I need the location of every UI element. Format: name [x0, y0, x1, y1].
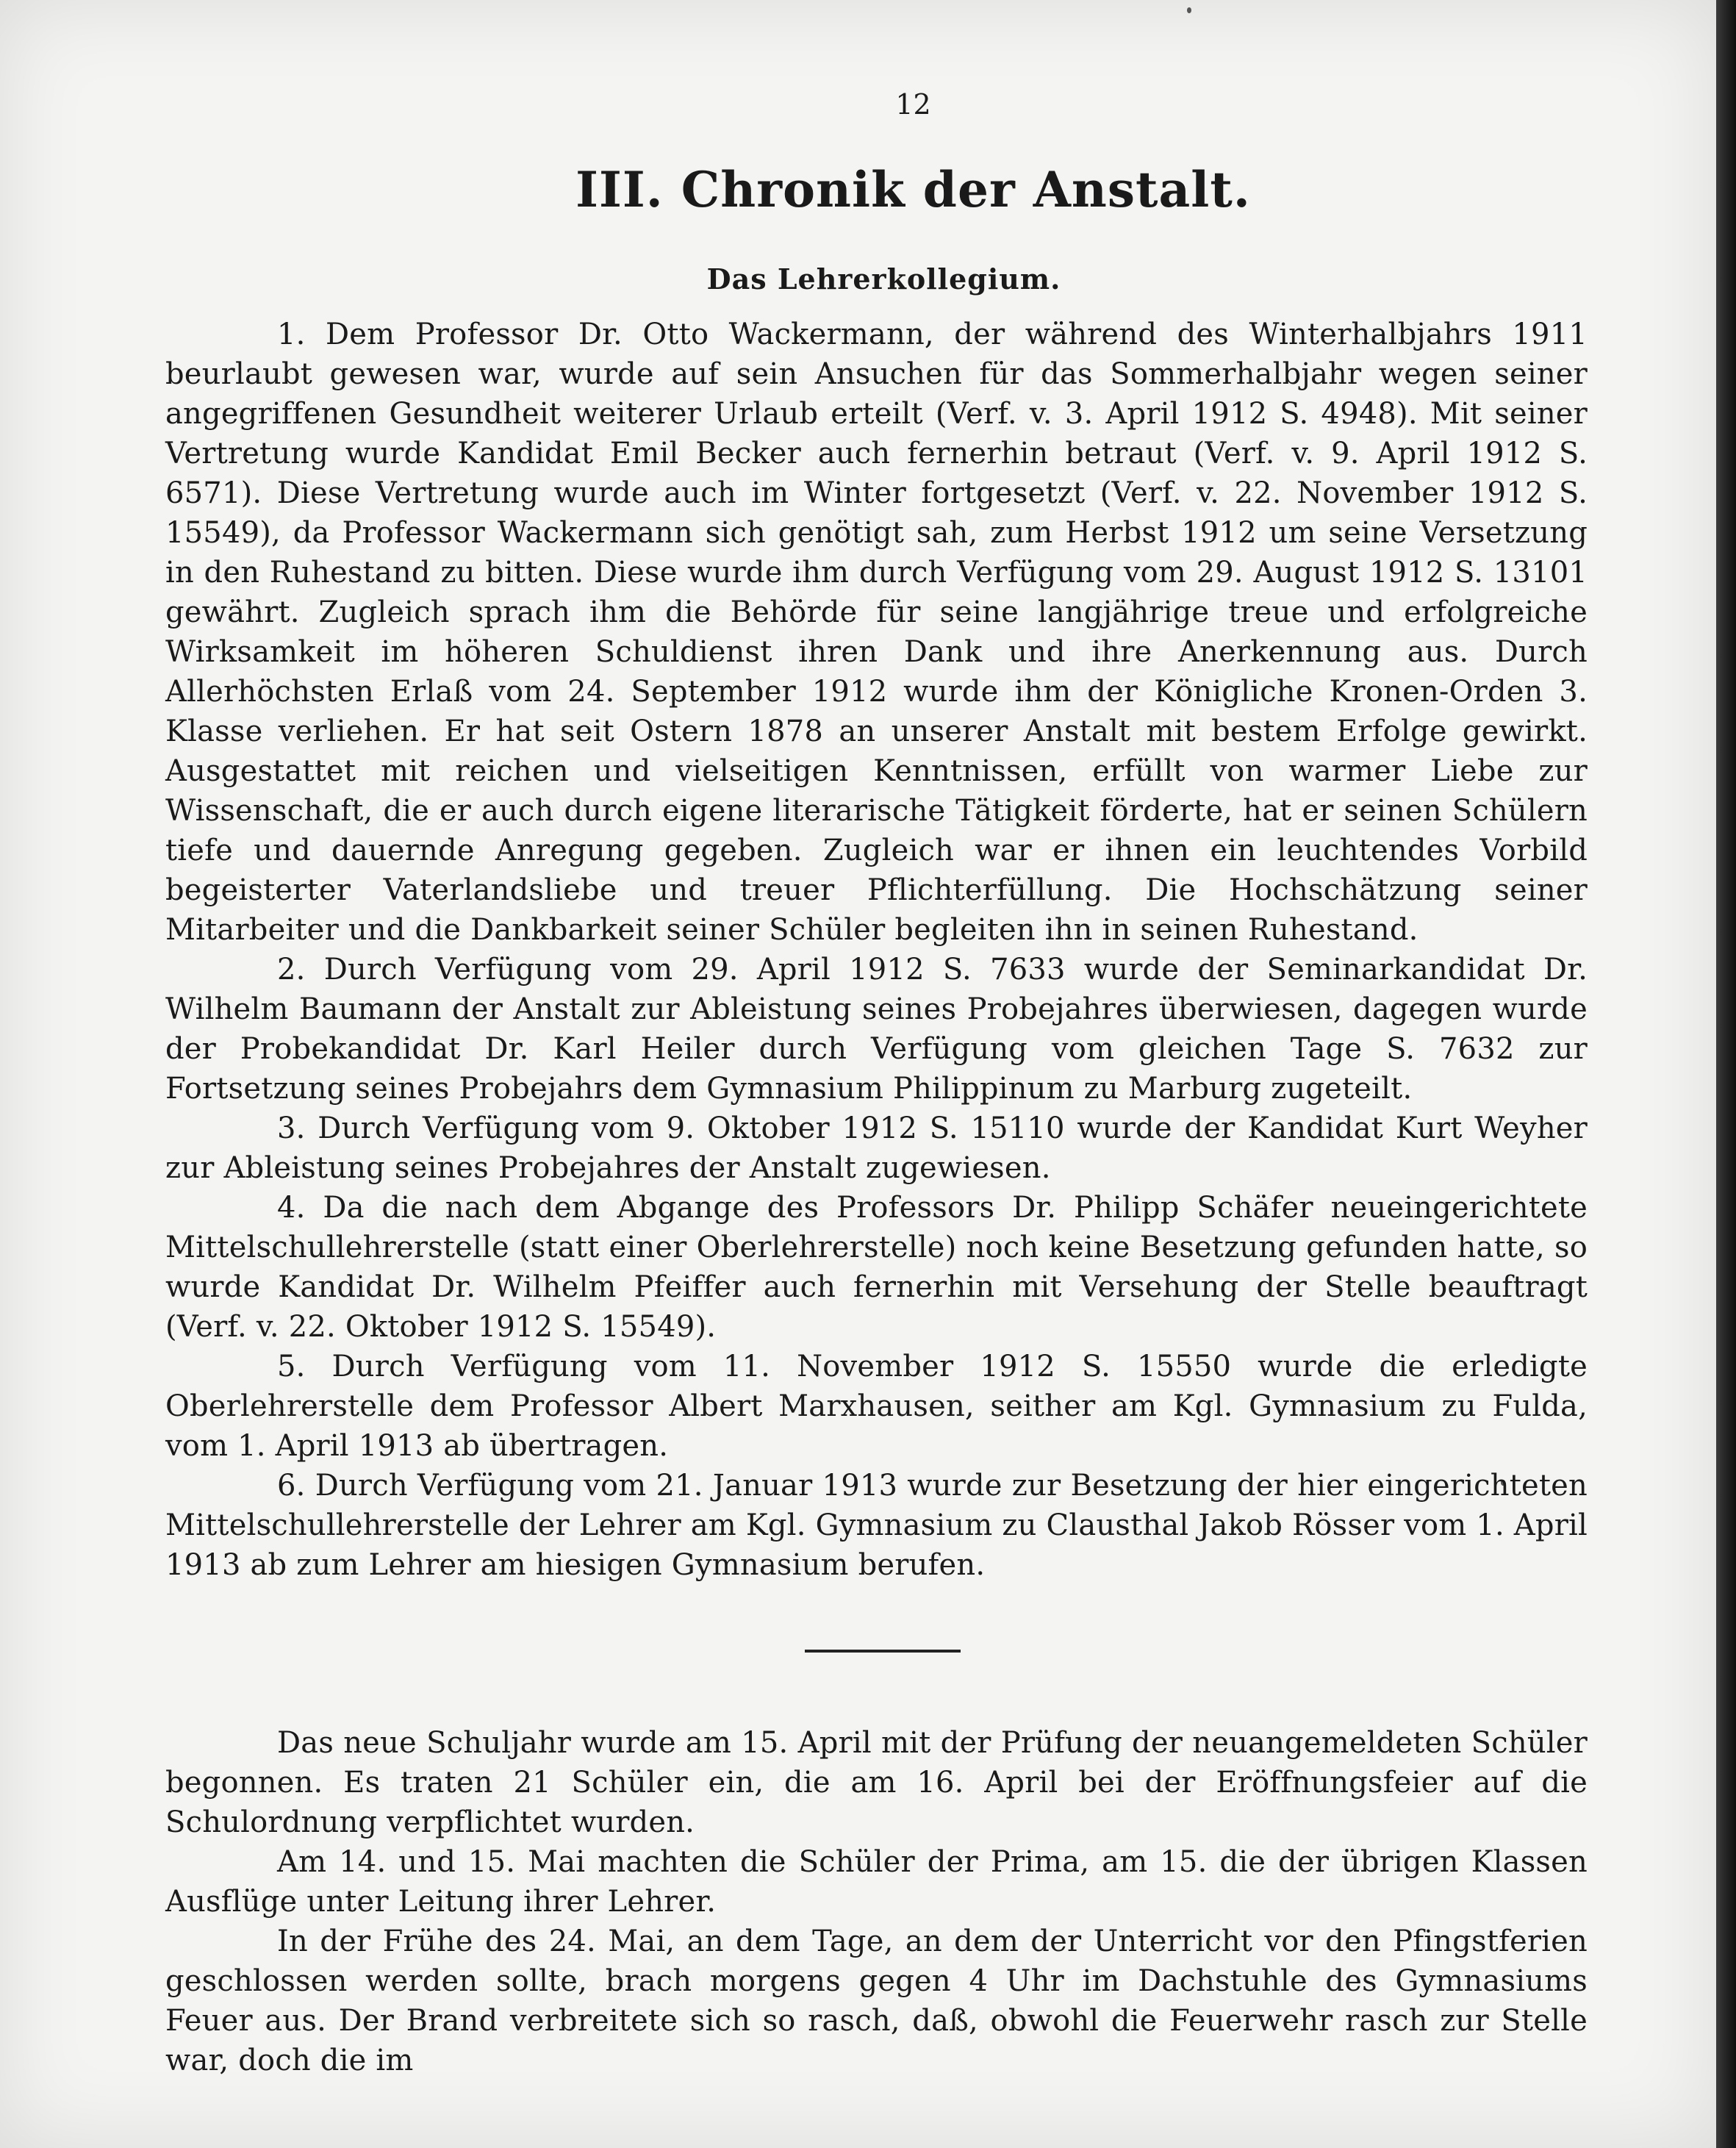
page-number: 12: [895, 88, 931, 121]
paragraph: Am 14. und 15. Mai machten die Schüler der Prima, am 15. die der übrigen Klassen Ausflüge unter Leitung ihrer Lehrer.: [165, 1845, 1588, 1919]
paragraph: 4. Da die nach dem Abgange des Professors Dr. Philipp Schäfer neueingerichtete Mittelschullehrerstelle (statt einer Oberlehrerstelle) noch keine Besetzung gefunden hatte, so wurde Kandidat Dr. Wilhelm Pfeiffer auch fernerhin mit Versehung der Stelle beauftragt (Verf. v. 22. Oktober 1912 S. 15549).: [165, 1191, 1588, 1344]
paragraph: Das neue Schuljahr wurde am 15. April mit der Prüfung der neuangemeldeten Schüler begonnen. Es traten 21 Schüler ein, die am 16. April bei der Eröffnungsfeier auf die Schulordnung verpflichtet wurden.: [165, 1726, 1588, 1839]
page-content: [165, 88, 1588, 2080]
paragraph: 6. Durch Verfügung vom 21. Januar 1913 wurde zur Besetzung der hier eingerichteten Mittelschullehrerstelle der Lehrer am Kgl. Gymnasium zu Clausthal Jakob Rösser vom 1. April 1913 ab zum Lehrer am hiesigen Gymnasium berufen.: [165, 1469, 1588, 1582]
section-teachers: [165, 315, 1588, 1585]
chapter-title: III. Chronik der Anstalt.: [575, 161, 1251, 218]
paragraph: In der Frühe des 24. Mai, an dem Tage, an dem der Unterricht vor den Pfingstferien geschlossen werden sollte, brach morgens gegen 4 Uhr im Dachstuhle des Gymnasiums Feuer aus. Der Brand verbreitete sich so rasch, daß, obwohl die Feuerwehr rasch zur Stelle war, doch die im: [165, 1925, 1588, 2077]
paragraph: 2. Durch Verfügung vom 29. April 1912 S. 7633 wurde der Seminarkandidat Dr. Wilhelm Baumann der Anstalt zur Ableistung seines Probejahres überwiesen, dagegen wurde der Probekandidat Dr. Karl Heiler durch Verfügung vom gleichen Tage S. 7632 zur Fortsetzung seines Probejahrs dem Gymnasium Philippinum zu Marburg zugeteilt.: [165, 953, 1588, 1106]
paragraph: 5. Durch Verfügung vom 11. November 1912 S. 15550 wurde die erledigte Oberlehrerstelle dem Professor Albert Marxhausen, seither am Kgl. Gymnasium zu Fulda, vom 1. April 1913 ab übertragen.: [165, 1350, 1588, 1463]
section-divider: [805, 1650, 961, 1653]
paragraph: 1. Dem Professor Dr. Otto Wackermann, der während des Winterhalbjahrs 1911 beurlaubt gewesen war, wurde auf sein Ansuchen für das Sommerhalbjahr wegen seiner angegriffenen Gesundheit weiterer Urlaub erteilt (Verf. v. 3. April 1912 S. 4948). Mit seiner Vertretung wurde Kandidat Emil Becker auch fernerhin betraut (Verf. v. 9. April 1912 S. 6571). Diese Vertretung wurde auch im Winter fortgesetzt (Verf. v. 22. November 1912 S. 15549), da Professor Wackermann sich genötigt sah, zum Herbst 1912 um seine Versetzung in den Ruhestand zu bitten. Diese wurde ihm durch Verfügung vom 29. August 1912 S. 13101 gewährt. Zugleich sprach ihm die Behörde für seine langjährige treue und erfolgreiche Wirksamkeit im höheren Schuldienst ihren Dank und ihre Anerkennung aus. Durch Allerhöchsten Erlaß vom 24. September 1912 wurde ihm der Königliche Kronen-Orden 3. Klasse verliehen. Er hat seit Ostern 1878 an unserer Anstalt mit bestem Erfolge gewirkt. Ausgestattet mit reichen und vielseitigen Kenntnissen, erfüllt von warmer Liebe zur Wissenschaft, die er auch durch eigene literarische Tätigkeit förderte, hat er seinen Schülern tiefe und dauernde Anregung gegeben. Zugleich war er ihnen ein leuchtendes Vorbild begeisterter Vaterlandsliebe und treuer Pflichterfüllung. Die Hochschätzung seiner Mitarbeiter und die Dankbarkeit seiner Schüler begleiten ihn in seinen Ruhestand.: [165, 318, 1588, 947]
section-title: Das Lehrerkollegium.: [706, 262, 1061, 296]
page-smudge: [1187, 7, 1191, 13]
scan-edge: [1716, 0, 1736, 2148]
section-school-year: [165, 1723, 1588, 2080]
paragraph: 3. Durch Verfügung vom 9. Oktober 1912 S. 15110 wurde der Kandidat Kurt Weyher zur Ableistung seines Probejahres der Anstalt zugewiesen.: [165, 1111, 1588, 1185]
